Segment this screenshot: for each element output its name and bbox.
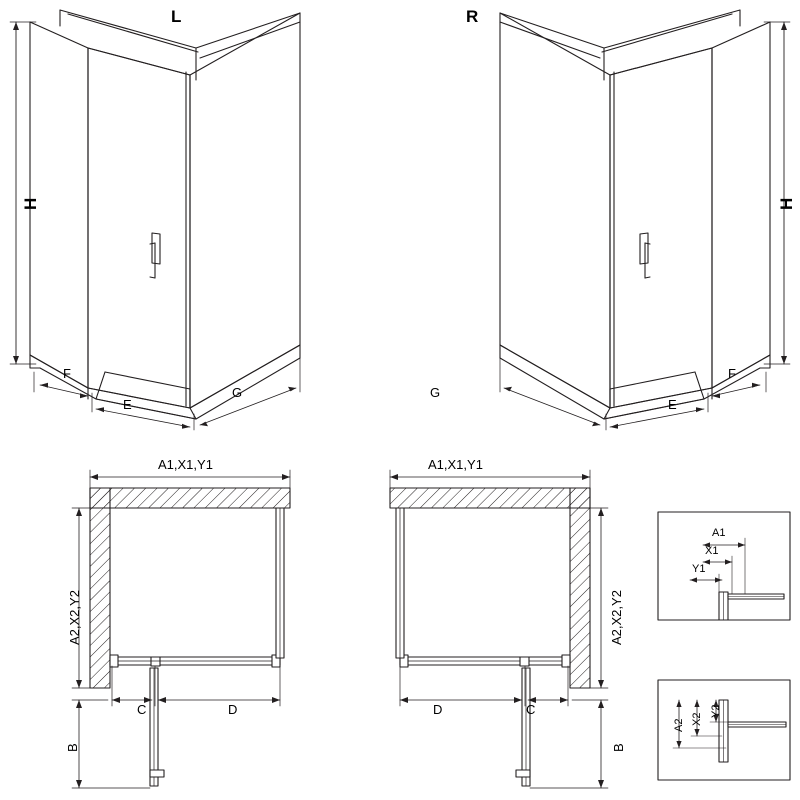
plan-left-top-dim: A1,X1,Y1 [158, 457, 213, 472]
plan-left-dim-b: B [65, 743, 80, 752]
dim-label-g-right: G [430, 385, 441, 400]
iso-view-right [500, 10, 790, 430]
plan-view-right [390, 470, 608, 788]
plan-right-dim-d: D [433, 702, 443, 717]
plan-left-side-dim: A2,X2,Y2 [67, 590, 82, 645]
detail-bottom-label-y2: Y2 [710, 704, 722, 718]
plan-left-dim-d: D [228, 702, 238, 717]
detail-top-label-y1: Y1 [692, 563, 706, 575]
plan-right-top-dim: A1,X1,Y1 [428, 457, 483, 472]
dim-label-g-left: G [232, 385, 243, 400]
iso-view-left [10, 7, 300, 430]
dim-label-e-right: E [668, 397, 677, 412]
detail-bottom-label-a2: A2 [673, 718, 685, 732]
dim-label-f-left: F [63, 366, 71, 381]
dim-label-h-right: H [777, 197, 796, 210]
plan-view-left [72, 470, 290, 788]
dim-label-h-left: H [21, 197, 40, 210]
view-label-left: L [171, 7, 182, 26]
plan-left-dim-c: C [137, 702, 147, 717]
view-label-right: R [466, 7, 479, 26]
dim-label-f-right: F [728, 366, 736, 381]
plan-right-dim-c: C [526, 702, 536, 717]
detail-top-label-x1: X1 [705, 545, 719, 557]
detail-bottom-label-x2: X2 [691, 712, 703, 726]
dim-label-e-left: E [123, 397, 132, 412]
plan-right-side-dim: A2,X2,Y2 [609, 590, 624, 645]
plan-right-dim-b: B [611, 743, 626, 752]
detail-top-label-a1: A1 [712, 527, 726, 539]
